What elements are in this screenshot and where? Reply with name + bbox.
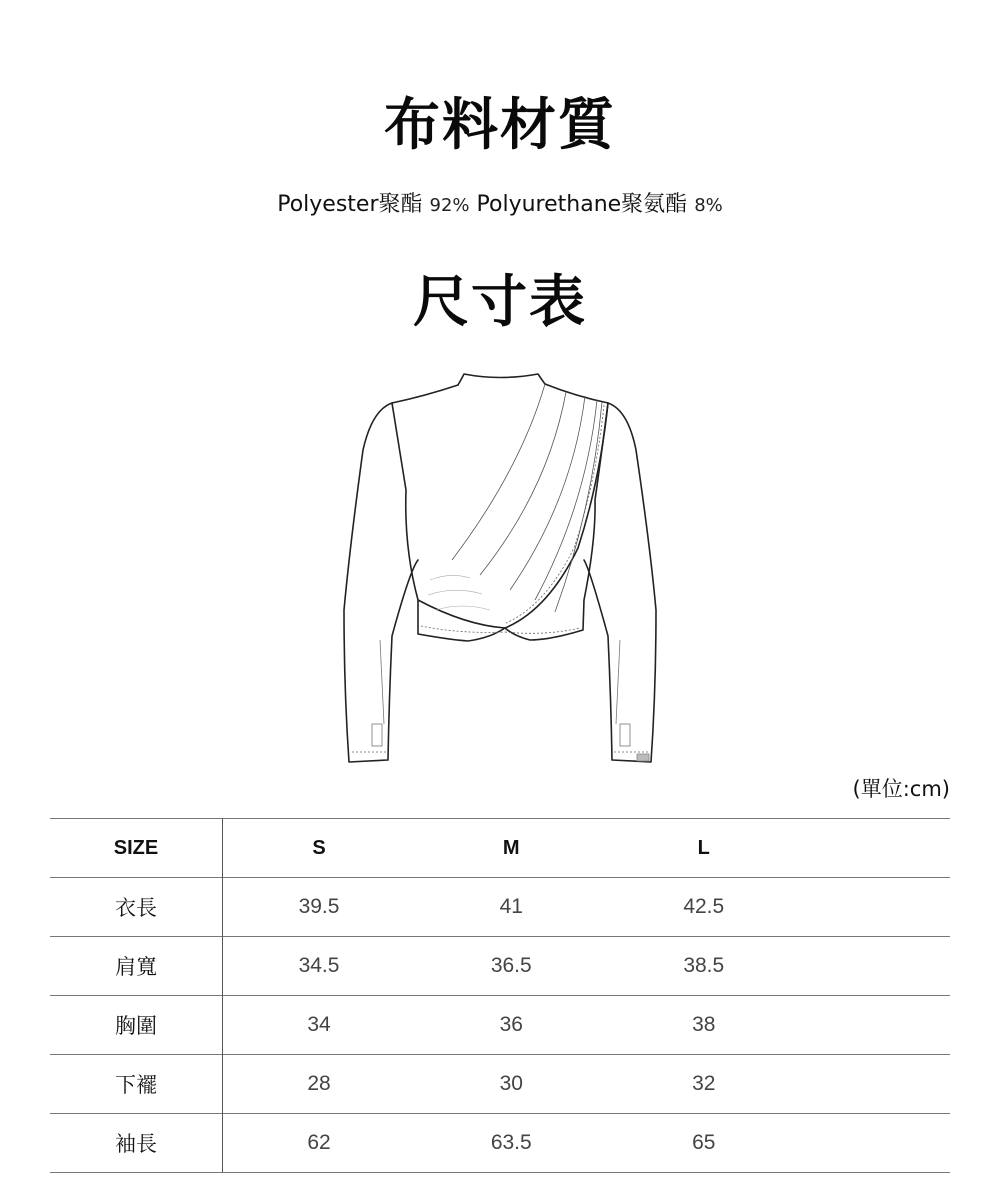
row-label: 下襬 <box>50 1055 223 1114</box>
table-spacer-cell <box>800 996 950 1055</box>
table-cell: 39.5 <box>223 878 416 937</box>
header-size-s: S <box>223 819 416 878</box>
table-cell: 65 <box>608 1114 801 1173</box>
material-composition <box>0 192 1000 219</box>
table-spacer-cell <box>800 1055 950 1114</box>
fabric1-pct: 92% <box>429 195 470 216</box>
garment-illustration <box>330 360 670 780</box>
size-table <box>50 818 950 1173</box>
table-cell: 32 <box>608 1055 801 1114</box>
row-label: 衣長 <box>50 878 223 937</box>
table-cell: 62 <box>223 1114 416 1173</box>
row-label: 胸圍 <box>50 996 223 1055</box>
table-cell: 63.5 <box>415 1114 608 1173</box>
fabric2-name: Polyurethane聚氨酯 <box>476 192 688 217</box>
table-cell: 34.5 <box>223 937 416 996</box>
table-row <box>50 1055 950 1114</box>
header-size-l: L <box>608 819 801 878</box>
header-spacer <box>800 819 950 878</box>
table-row <box>50 1114 950 1173</box>
table-header-row <box>50 819 950 878</box>
table-cell: 38.5 <box>608 937 801 996</box>
table-cell: 36 <box>415 996 608 1055</box>
table-cell: 30 <box>415 1055 608 1114</box>
table-spacer-cell <box>800 1114 950 1173</box>
table-spacer-cell <box>800 937 950 996</box>
table-cell: 34 <box>223 996 416 1055</box>
table-cell: 36.5 <box>415 937 608 996</box>
fabric2-pct: 8% <box>694 195 723 216</box>
header-size-label: SIZE <box>50 819 223 878</box>
table-cell: 28 <box>223 1055 416 1114</box>
table-row <box>50 878 950 937</box>
row-label: 袖長 <box>50 1114 223 1173</box>
material-title: 布料材質 <box>384 93 616 158</box>
table-cell: 41 <box>415 878 608 937</box>
unit-note: (單位:cm) <box>852 777 950 801</box>
table-row <box>50 937 950 996</box>
table-spacer-cell <box>800 878 950 937</box>
table-row <box>50 996 950 1055</box>
fabric1-name: Polyester聚酯 <box>277 192 423 217</box>
header-size-m: M <box>415 819 608 878</box>
table-cell: 42.5 <box>608 878 801 937</box>
size-chart-title: 尺寸表 <box>413 270 587 335</box>
table-cell: 38 <box>608 996 801 1055</box>
row-label: 肩寬 <box>50 937 223 996</box>
